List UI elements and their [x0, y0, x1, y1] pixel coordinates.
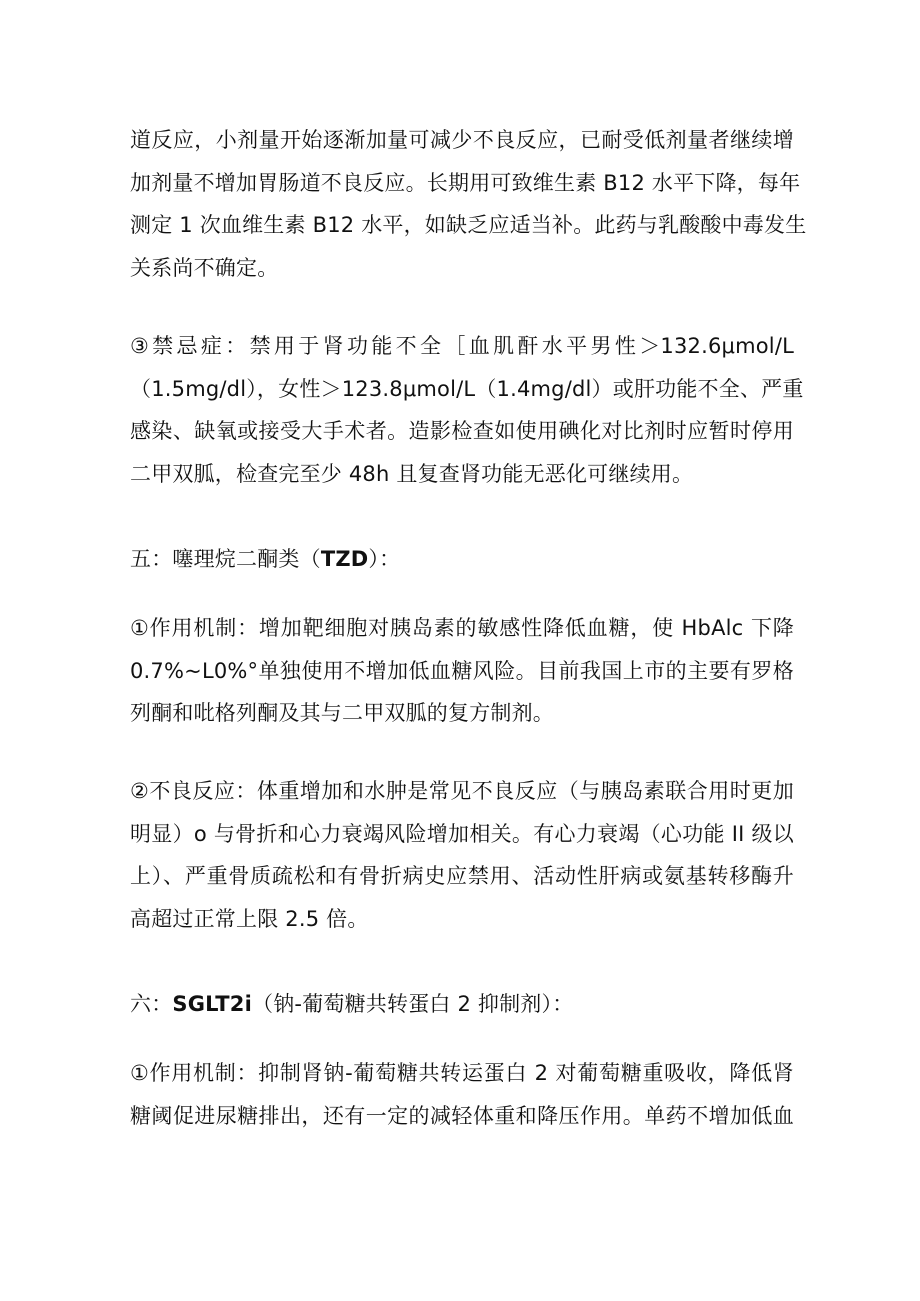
text-line: 列酮和吡格列酮及其与二甲双胍的复方制剂。 — [130, 701, 554, 726]
paragraph-metformin-side-effects — [130, 119, 807, 289]
text-line: ①作用机制：抑制肾钠-葡萄糖共转运蛋白 2 对葡萄糖重吸收，降低肾 — [130, 1061, 794, 1085]
text-line: 关系尚不确定。 — [130, 255, 279, 280]
text-line: 上）、严重骨质疏松和有骨折病史应禁用、活动性肝病或氨基转移酶升 — [130, 864, 794, 889]
paragraph-tzd-mechanism — [130, 607, 794, 735]
text-line: 道反应，小剂量开始逐渐加量可减少不良反应，已耐受低剂量者继续增 — [130, 128, 794, 152]
text-line: 感染、缺氧或接受大手术者。造影检查如使用碘化对比剂时应暂时停用 — [130, 419, 794, 444]
text-line: 明显）o 与骨折和心力衰竭风险增加相关。有心力衰竭（心功能 II 级以 — [130, 821, 794, 846]
heading-bold-term: SGLT2i — [172, 992, 253, 1016]
text-line: ②不良反应：体重增加和水肿是常见不良反应（与胰岛素联合用时更加 — [130, 779, 794, 803]
text-line: 高超过正常上限 2.5 倍。 — [130, 906, 369, 931]
heading-line — [130, 538, 794, 581]
text-line: 糖阈促进尿糖排出，还有一定的减轻体重和降压作用。单药不增加低血 — [130, 1103, 794, 1128]
heading-bold-term: TZD — [320, 547, 369, 571]
heading-suffix: （钠-葡萄糖共转蛋白 2 抑制剂）： — [252, 992, 574, 1016]
heading-suffix: ）： — [368, 547, 401, 571]
heading-prefix: 五：噻理烷二酮类（ — [130, 547, 321, 571]
text-line: 0.7%~L0%°单独使用不增加低血糖风险。目前我国上市的主要有罗格 — [130, 658, 794, 683]
text-line: 二甲双胍，检查完至少 48h 且复查肾功能无恶化可继续用。 — [130, 461, 694, 486]
paragraph-metformin-contraindications — [130, 325, 804, 495]
text-line: （1.5mg/dl），女性＞123.8μmol/L（1.4mg/dl）或肝功能不全、严重 — [130, 376, 804, 401]
heading-line — [130, 983, 794, 1026]
text-line: 测定 1 次血维生素 B12 水平，如缺乏应适当补。此药与乳酸酸中毒发生 — [130, 213, 807, 238]
heading-prefix: 六： — [130, 992, 173, 1016]
text-line: ①作用机制：增加靶细胞对胰岛素的敏感性降低血糖，使 HbAlc 下降 — [130, 616, 794, 640]
text-line: ③禁忌症：禁用于肾功能不全［血肌酐水平男性＞132.6μmol/L — [130, 334, 794, 358]
section-heading-tzd — [130, 538, 794, 581]
paragraph-tzd-adverse-reactions — [130, 770, 794, 940]
text-line: 加剂量不增加胃肠道不良反应。长期用可致维生素 B12 水平下降，每年 — [130, 170, 801, 195]
section-heading-sglt2i — [130, 983, 794, 1026]
paragraph-sglt2i-mechanism — [130, 1052, 794, 1137]
